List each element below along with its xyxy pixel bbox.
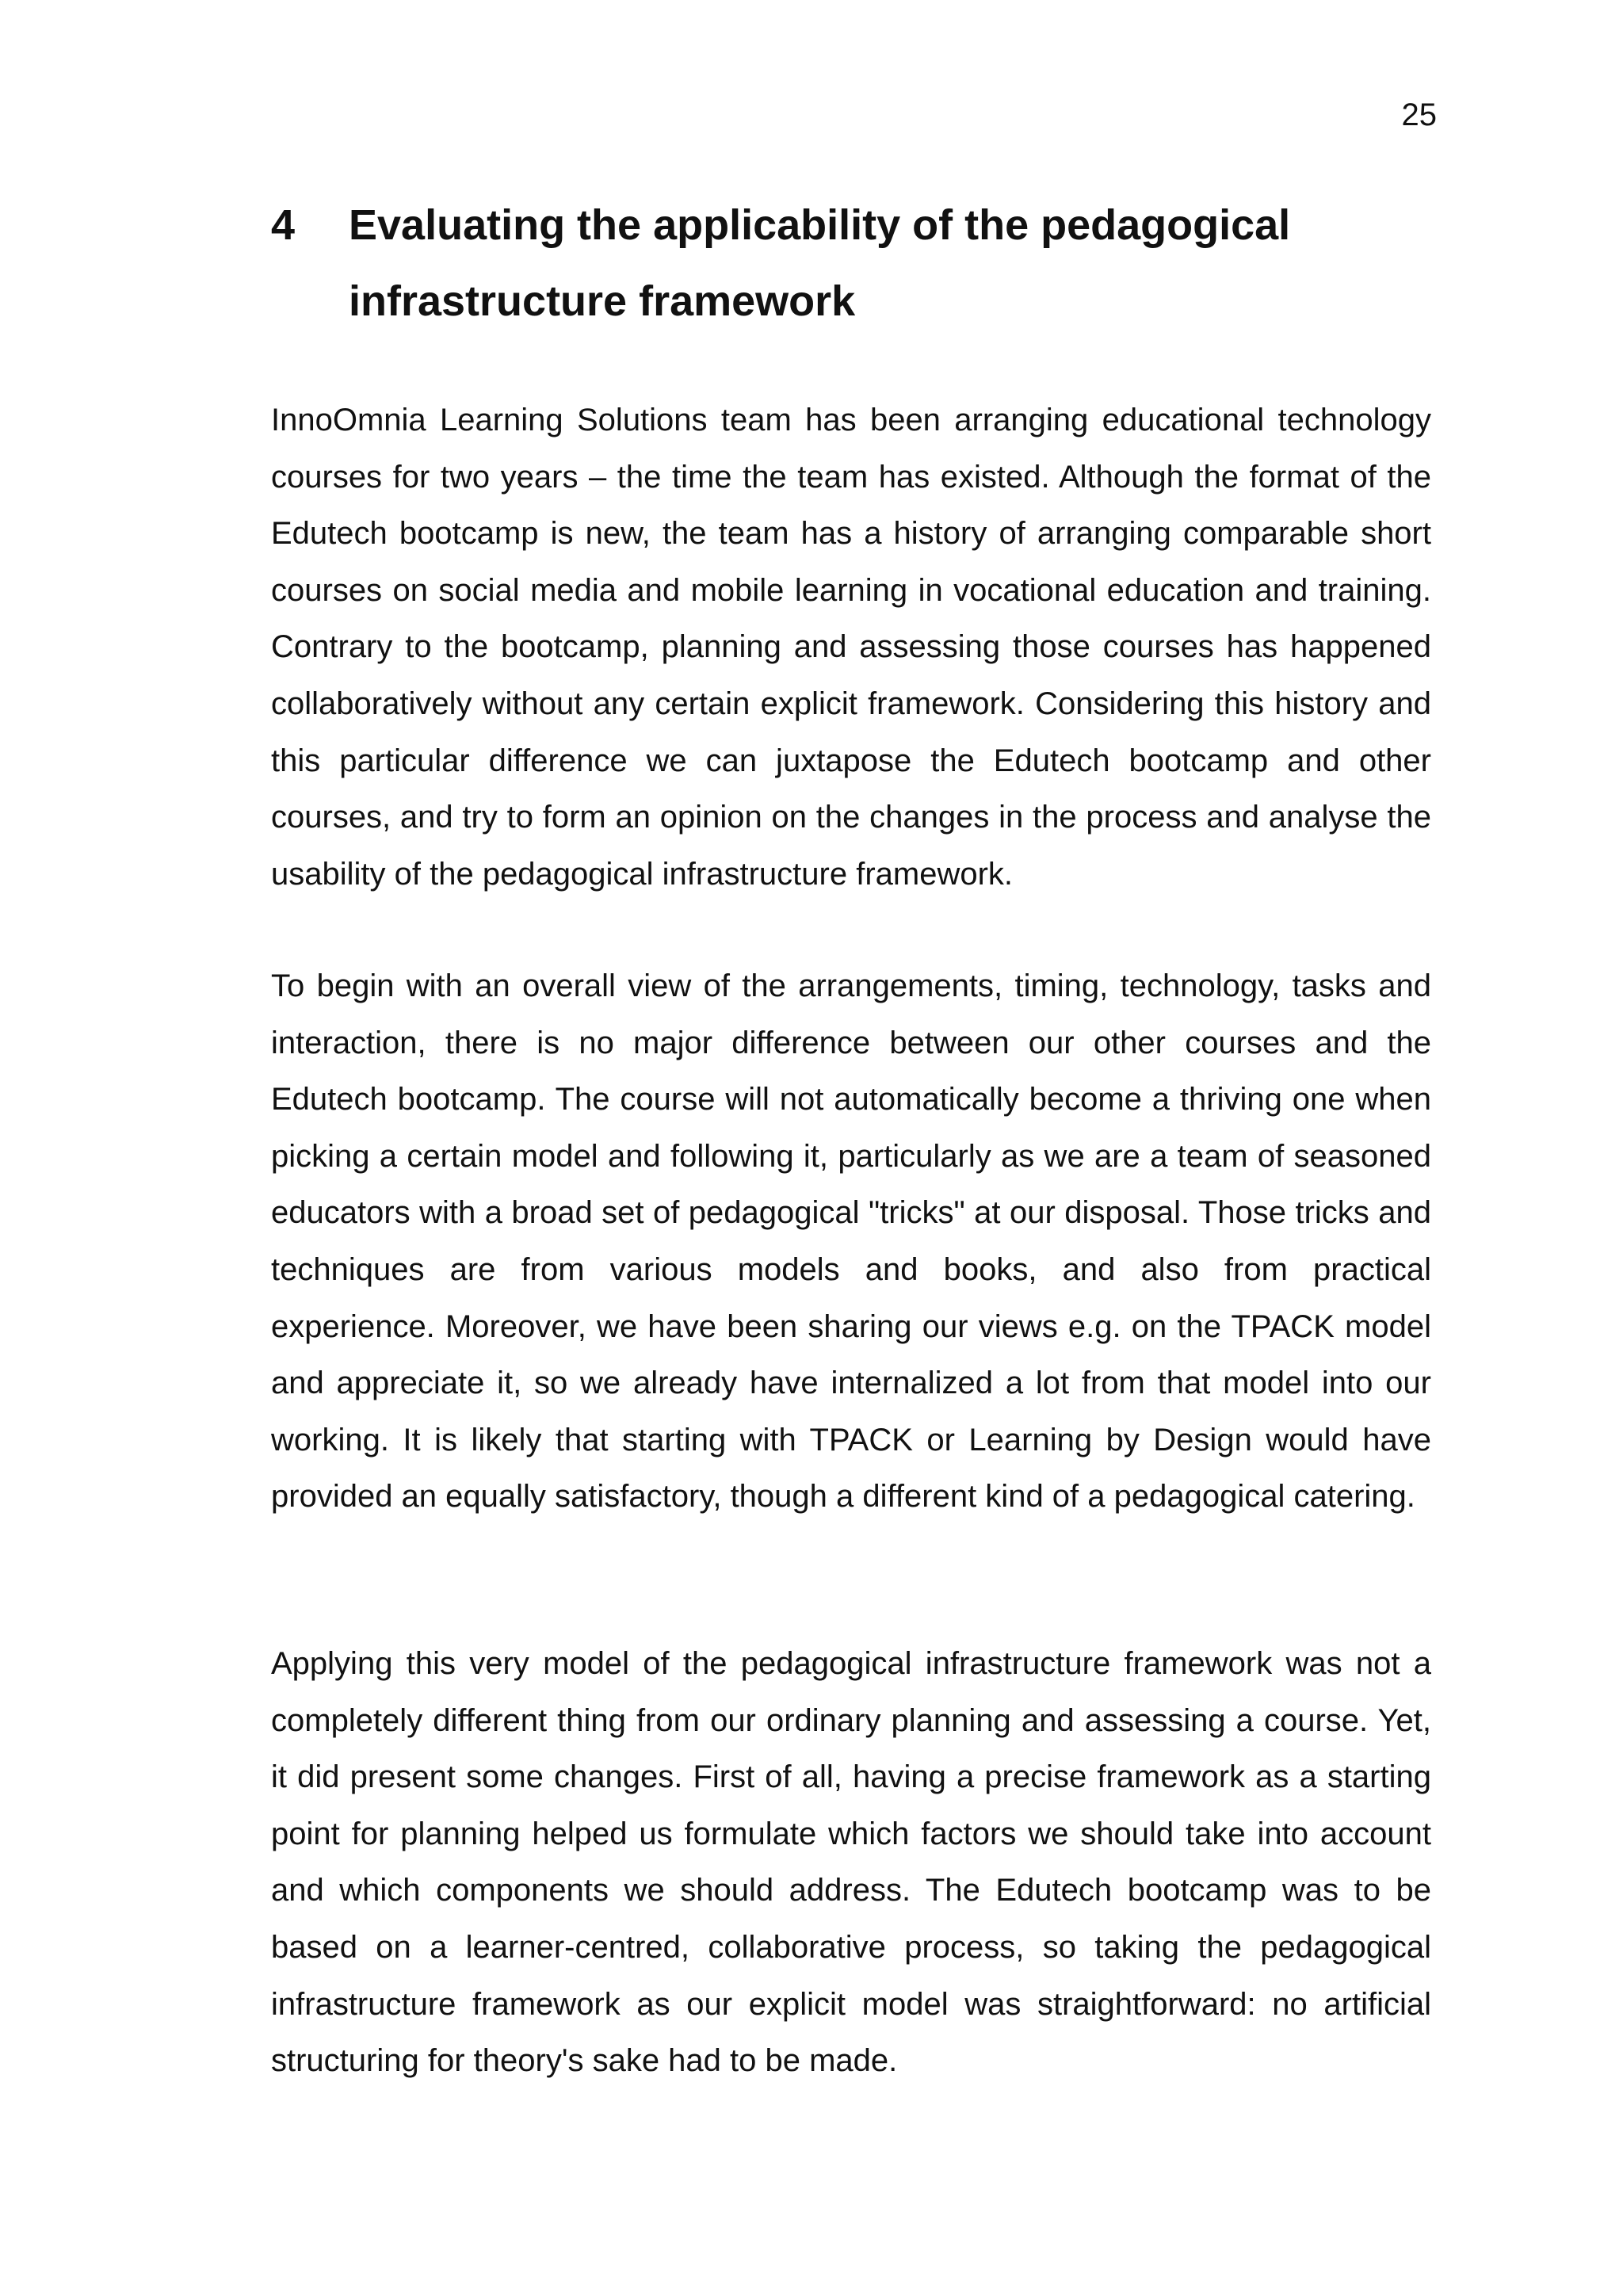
chapter-title: Evaluating the applicability of the pedagogical infrastructure framework	[349, 201, 1291, 325]
paragraph-text: Applying this very model of the pedagogical infrastructure framework was not a completely different thing from our ordinary planning and assessing a course. Yet, it did present some changes. First of all, having a precise framework as a starting point for planning helped us formulate which factors we should take into account and which components we should address. The Edutech bootcamp was to be based on a learner-centred, collaborative process, so taking the pedagogical infrastructure framework as our explicit model was straightforward: no artificial structuring for theory's sake had to be made.	[271, 1646, 1431, 2079]
paragraph-1	[271, 392, 1431, 903]
paragraph-text: To begin with an overall view of the arrangements, timing, technology, tasks and interaction, there is no major difference between our other courses and the Edutech bootcamp. The course will not automatically become a thriving one when picking a certain model and following it, particularly as we are a team of seasoned educators with a broad set of pedagogical "tricks" at our disposal. Those tricks and techniques are from various models and books, and also from practical experience. Moreover, we have been sharing our views e.g. on the TPACK model and appreciate it, so we already have internalized a lot from that model into our working. It is likely that starting with TPACK or Learning by Design would have provided an equally satisfactory, though a different kind of a pedagogical catering.	[271, 968, 1431, 1515]
chapter-heading	[271, 187, 1436, 339]
page-number: 25	[1401, 97, 1437, 132]
chapter-number: 4	[271, 201, 296, 249]
paragraph-2	[271, 958, 1431, 1526]
paragraph-3	[271, 1636, 1431, 2090]
paragraph-text: InnoOmnia Learning Solutions team has been arranging educational technology courses for two years – the time the team has existed. Although the format of the Edutech bootcamp is new, the team has a history of arranging comparable short courses on social media and mobile learning in vocational education and training. Contrary to the bootcamp, planning and assessing those courses has happened collaboratively without any certain explicit framework. Considering this history and this particular difference we can juxtapose the Edutech bootcamp and other courses, and try to form an opinion on the changes in the process and analyse the usability of the pedagogical infrastructure framework.	[271, 403, 1431, 892]
